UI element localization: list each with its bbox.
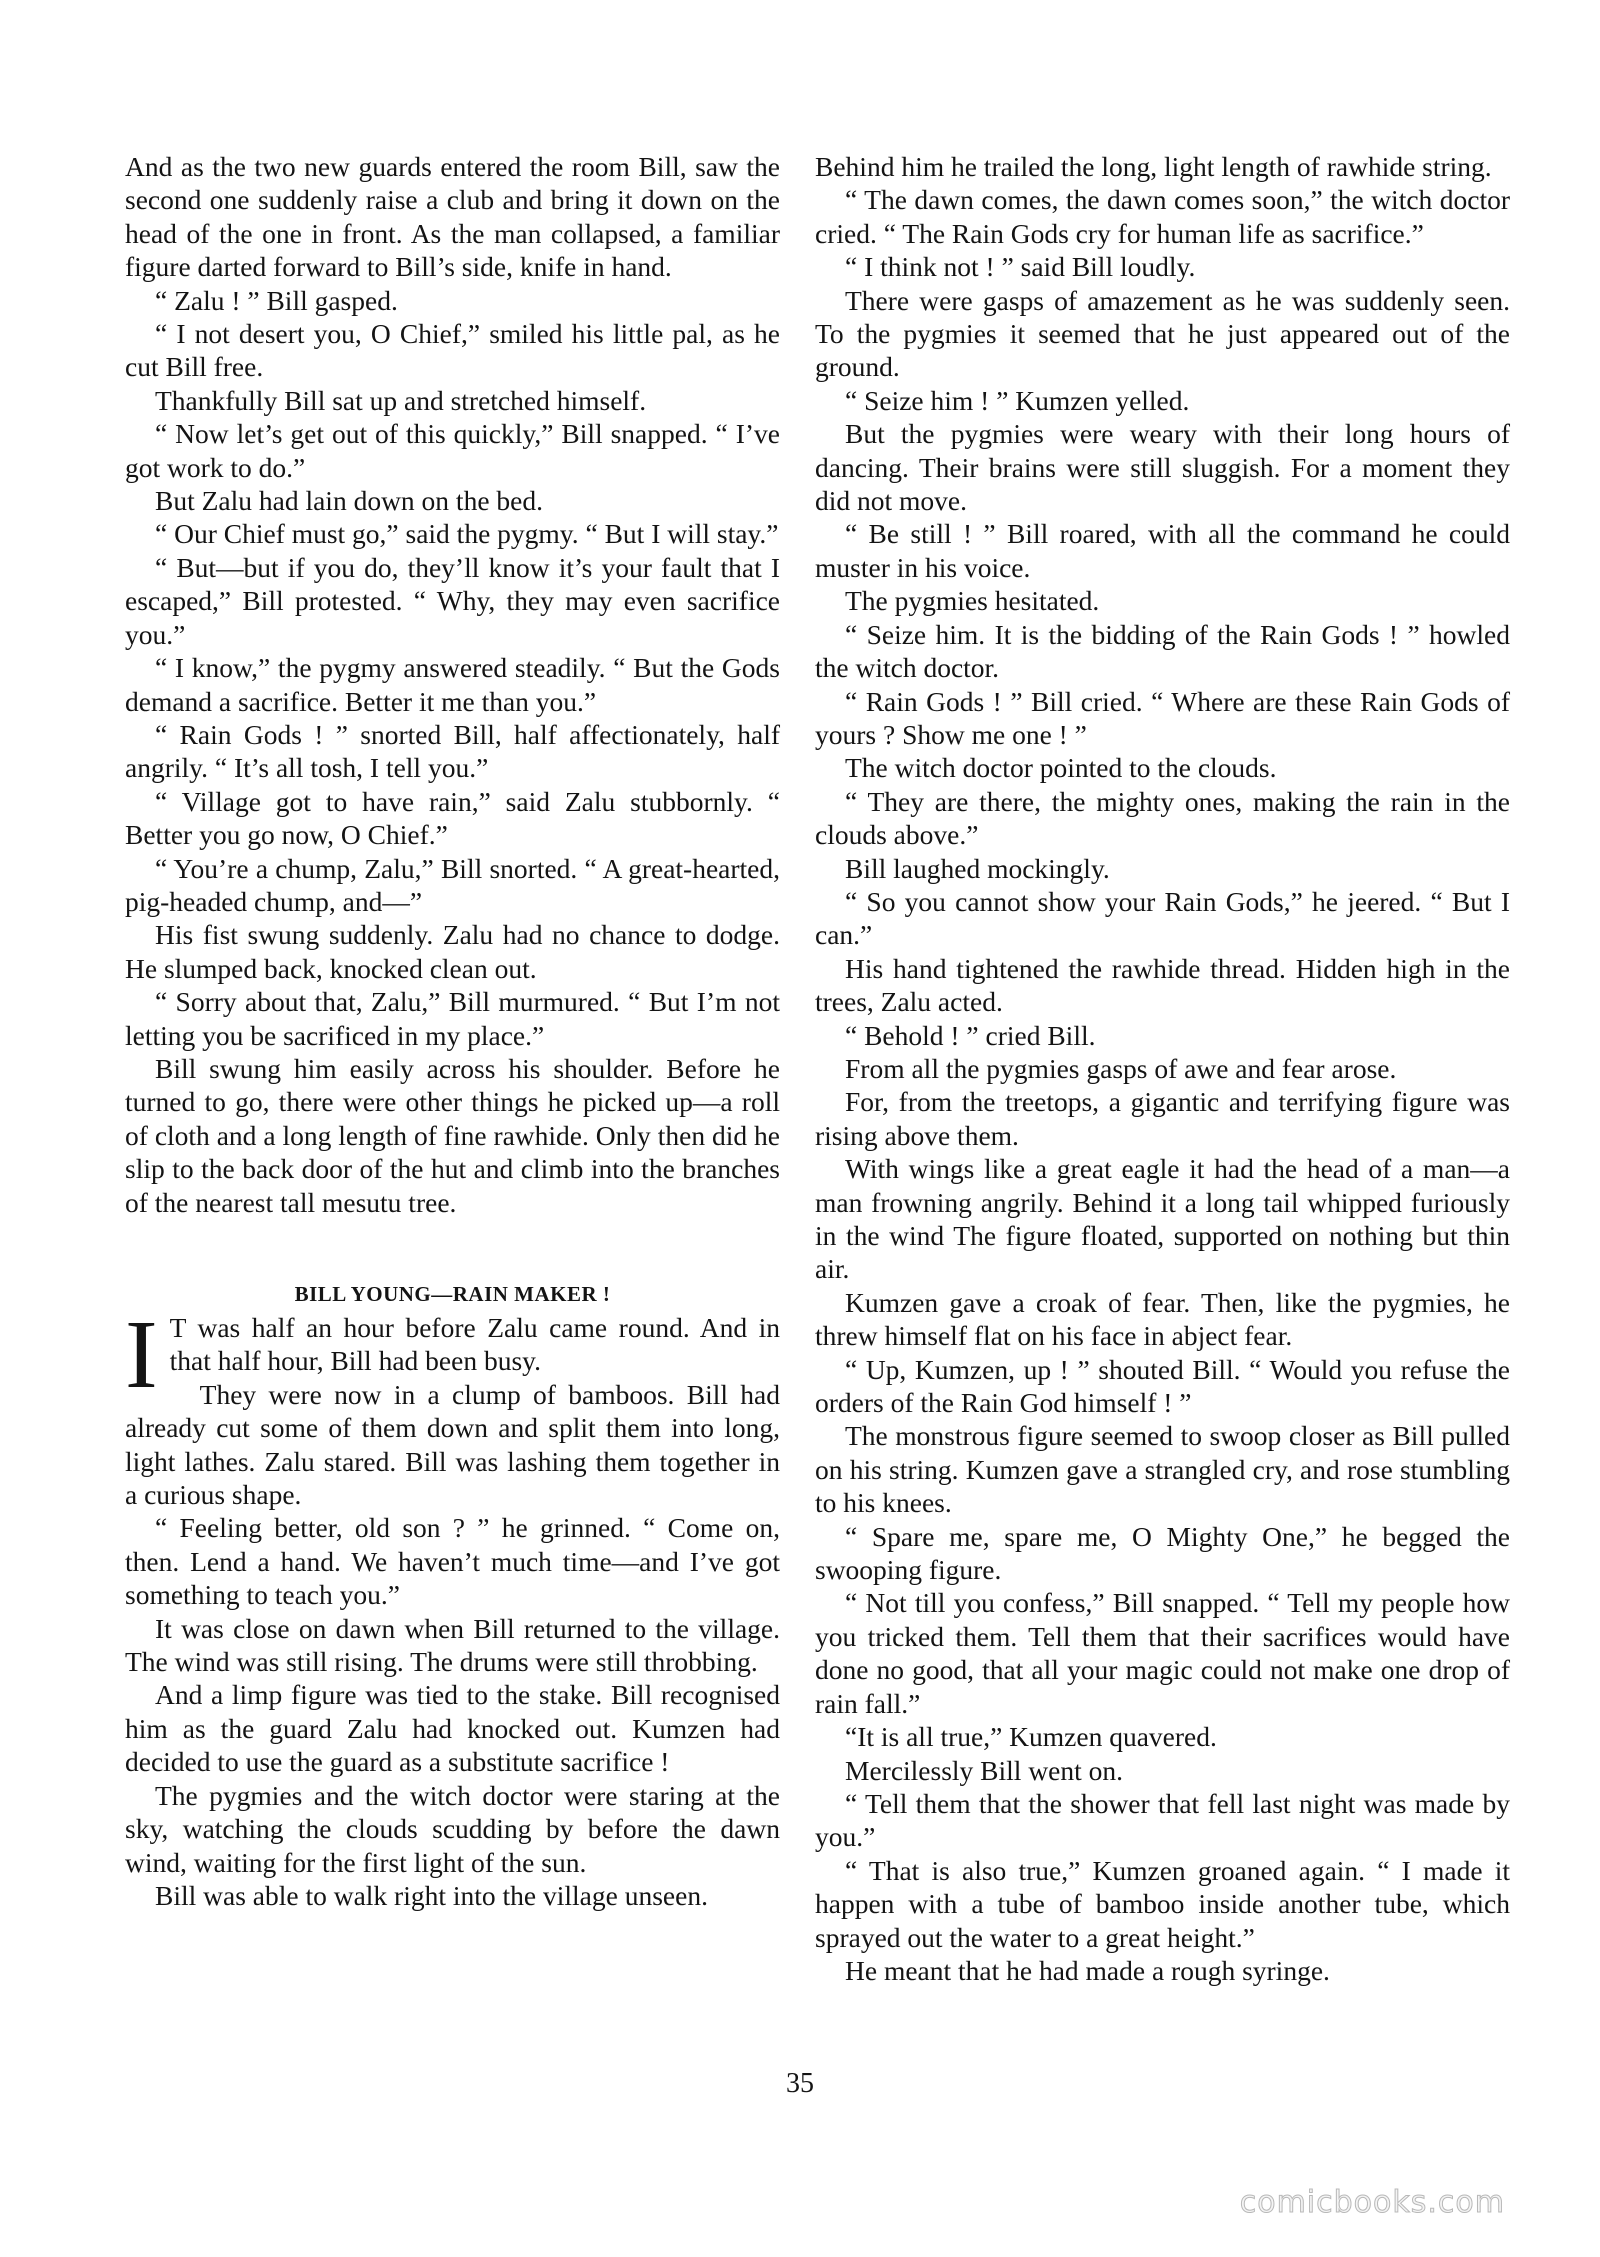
paragraph: “ Now let’s get out of this quickly,” Bill snapped. “ I’ve got work to do.” (125, 418, 780, 483)
page-number: 35 (786, 2068, 814, 2099)
paragraph: “ Zalu ! ” Bill gasped. (155, 284, 398, 316)
paragraph: “ You’re a chump, Zalu,” Bill snorted. “ A great-hearted, pig-headed chump, and—” (125, 852, 780, 917)
paragraph: “ Sorry about that, Zalu,” Bill murmured. “ But I’m not letting you be sacrificed in my place.” (125, 986, 780, 1051)
paragraph: “ They are there, the mighty ones, making the rain in the clouds above.” (815, 785, 1510, 851)
paragraph: “ Seize him. It is the bidding of the Rain Gods ! ” howled the witch doctor. (815, 618, 1510, 684)
paragraph: There were gasps of amazement as he was suddenly seen. To the pygmies it seemed that he just appeared out of the ground. (815, 284, 1510, 383)
paragraph: His hand tightened the rawhide thread. Hidden high in the trees, Zalu acted. (815, 952, 1510, 1018)
paragraph: The witch doctor pointed to the clouds. (845, 752, 1277, 784)
paragraph: “ Feeling better, old son ? ” he grinned. “ Come on, then. Lend a hand. We haven’t much time—and I’ve got something to teach you.” (125, 1512, 780, 1611)
paragraph: Bill was able to walk right into the village unseen. (155, 1879, 708, 1911)
paragraph: “ Rain Gods ! ” snorted Bill, half affectionately, half angrily. “ It’s all tosh, I tell you.” (125, 718, 780, 784)
paragraph: “ Seize him ! ” Kumzen yelled. (845, 384, 1190, 416)
paragraph: “ Be still ! ” Bill roared, with all the command he could muster in his voice. (815, 518, 1510, 583)
left-top-paragraphs (125, 150, 780, 1219)
paragraph: “ Rain Gods ! ” Bill cried. “ Where are these Rain Gods of yours ? Show me one ! ” (815, 685, 1510, 750)
paragraph: He meant that he had made a rough syringe. (845, 1954, 1330, 1986)
paragraph: “ I not desert you, O Chief,” smiled his little pal, as he cut Bill free. (125, 318, 780, 383)
paragraph: Thankfully Bill sat up and stretched himself. (155, 384, 647, 416)
paragraph: “ I know,” the pygmy answered steadily. “ But the Gods demand a sacrifice. Better it me than you.” (125, 652, 780, 717)
paragraph: But Zalu had lain down on the bed. (155, 485, 543, 517)
dropcap-paragraph-text: T was half an hour before Zalu came round. And in that half hour, Bill had been busy. (169, 1312, 780, 1377)
left-column (125, 150, 780, 1912)
paragraph: “ The dawn comes, the dawn comes soon,” the witch doctor cried. “ The Rain Gods cry for human life as sacrifice.” (815, 184, 1510, 249)
right-paragraphs (815, 150, 1510, 1987)
watermark: comicbooks.com (1239, 2185, 1505, 2220)
paragraph: With wings like a great eagle it had the head of a man—a man frowning angrily. Behind it a long tail whipped furiously in the wind The figure floated, supported on nothing but thin air. (815, 1153, 1510, 1285)
paragraph: And a limp figure was tied to the stake. Bill recognised him as the guard Zalu had knocked out. Kumzen had decided to use the guard as a substitute sacrifice ! (125, 1679, 780, 1778)
section-gap (125, 1219, 780, 1279)
paragraph: “ Tell them that the shower that fell last night was made by you.” (815, 1787, 1510, 1853)
paragraph: And as the two new guards entered the room Bill, saw the second one suddenly raise a club and bring it down on the head of the one in front. As the man collapsed, a familiar figure darted forward to Bill’s side, knife in hand. (125, 151, 780, 283)
paragraph: From all the pygmies gasps of awe and fear arose. (845, 1052, 1397, 1084)
paragraph: “ Spare me, spare me, O Mighty One,” he begged the swooping figure. (815, 1520, 1510, 1586)
left-bottom-paragraphs (125, 1378, 780, 1913)
paragraph: The pygmies hesitated. (845, 585, 1100, 617)
paragraph: “ Village got to have rain,” said Zalu stubbornly. “ Better you go now, O Chief.” (125, 785, 780, 851)
paragraph: “ Not till you confess,” Bill snapped. “ Tell my people how you tricked them. Tell them that their sacrifices would have done no good, that all your magic could not make one drop of rain fall.” (815, 1587, 1510, 1719)
drop-cap-letter: I (125, 1301, 158, 1409)
paragraph: “ I think not ! ” said Bill loudly. (845, 251, 1196, 283)
paragraph: But the pygmies were weary with their long hours of dancing. Their brains were still sluggish. For a moment they did not move. (815, 418, 1510, 517)
paragraph: Mercilessly Bill went on. (845, 1754, 1124, 1786)
paragraph: Behind him he trailed the long, light length of rawhide string. (815, 151, 1492, 182)
paragraph: “It is all true,” Kumzen quavered. (845, 1721, 1217, 1753)
paragraph: “ Our Chief must go,” said the pygmy. “ But I will stay.” (155, 518, 779, 550)
paragraph: Bill swung him easily across his shoulder. Before he turned to go, there were other things he picked up—a roll of cloth and a long length of fine rawhide. Only then did he slip to the back door of the hut and climb into the branches of the nearest tall mesutu tree. (125, 1052, 780, 1218)
right-column (815, 150, 1510, 1987)
paragraph: “ Behold ! ” cried Bill. (845, 1019, 1096, 1051)
paragraph: “ Up, Kumzen, up ! ” shouted Bill. “ Would you refuse the orders of the Rain God himself ! ” (815, 1353, 1510, 1419)
paragraph: His fist swung suddenly. Zalu had no chance to dodge. He slumped back, knocked clean out. (125, 919, 780, 984)
paragraph: Bill laughed mockingly. (845, 852, 1110, 884)
paragraph: “ That is also true,” Kumzen groaned again. “ I made it happen with a tube of bamboo inside another tube, which sprayed out the water to a great height.” (815, 1854, 1510, 1953)
paragraph: Kumzen gave a croak of fear. Then, like the pygmies, he threw himself flat on his face in abject fear. (815, 1286, 1510, 1352)
paragraph: The pygmies and the witch doctor were staring at the sky, watching the clouds scudding by before the dawn wind, waiting for the first light of the sun. (125, 1779, 780, 1878)
paragraph: The monstrous figure seemed to swoop closer as Bill pulled on his string. Kumzen gave a strangled cry, and rose stumbling to his knees. (815, 1420, 1510, 1519)
paragraph: “ So you cannot show your Rain Gods,” he jeered. “ But I can.” (815, 885, 1510, 951)
paragraph: For, from the treetops, a gigantic and terrifying figure was rising above them. (815, 1086, 1510, 1151)
paragraph: They were now in a clump of bamboos. Bill had already cut some of them down and split them into long, light lathes. Zalu stared. Bill was lashing them together in a curious shape. (125, 1378, 780, 1511)
paragraph: “ But—but if you do, they’ll know it’s your fault that I escaped,” Bill protested. “ Why, they may even sacrifice you.” (125, 551, 780, 650)
paragraph: It was close on dawn when Bill returned to the village. The wind was still rising. The drums were still throbbing. (125, 1612, 780, 1678)
dropcap-paragraph (125, 1301, 780, 1409)
section-heading: BILL YOUNG—RAIN MAKER ! (294, 1282, 611, 1306)
